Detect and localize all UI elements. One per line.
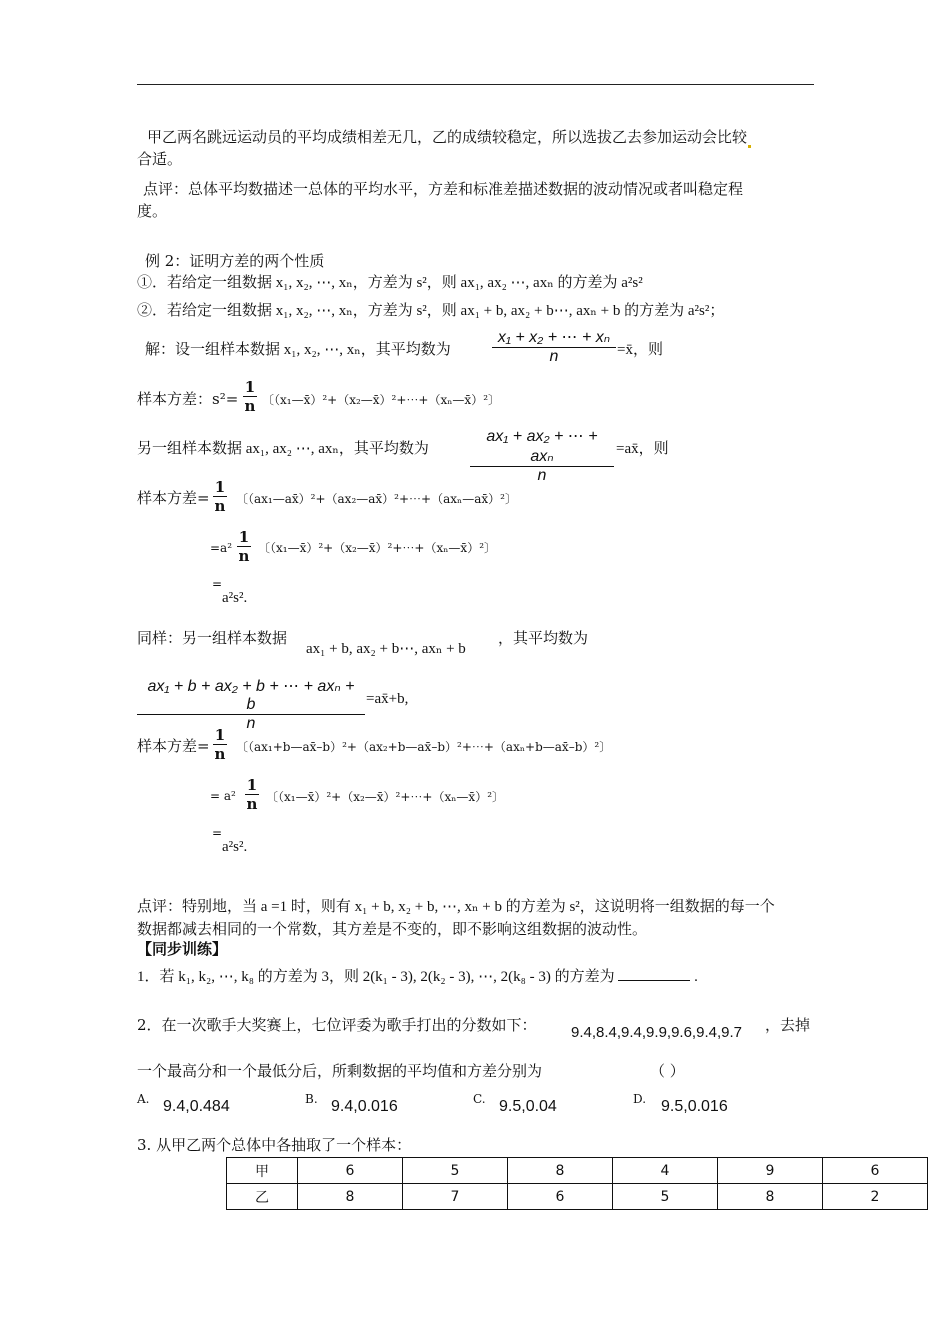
question-2-end: ，去掉: [765, 1016, 811, 1034]
option-d-letter[interactable]: D.: [633, 1092, 647, 1106]
table-cell: 5: [613, 1184, 718, 1210]
table-cell: 6: [823, 1158, 928, 1184]
mean-fraction-denominator: n: [492, 347, 616, 366]
option-c-letter[interactable]: C.: [473, 1092, 486, 1106]
answer-blank-1[interactable]: [618, 966, 690, 981]
variance-3-step-expression: 〔（x₁—x̄）²+（x₂—x̄）²+⋯+（xₙ—x̄）²〕: [266, 790, 505, 804]
option-a-letter[interactable]: A.: [137, 1092, 150, 1106]
question-2: 2．在一次歌手大奖赛上，七位评委为歌手打出的分数如下：: [137, 1016, 537, 1034]
variance-1-expression: 〔（x₁—x̄）²+（x₂—x̄）²+⋯+（xₙ—x̄）²〕: [262, 393, 501, 407]
same-intro-end: ，其平均数为: [498, 629, 589, 647]
variance-3-label: 样本方差=: [137, 737, 210, 755]
mean-fraction-3-numerator: ax₁ + b + ax₂ + b + ⋯ + axₙ + b: [147, 678, 355, 713]
option-d-value[interactable]: 9.5,0.016: [661, 1098, 728, 1115]
equals-sign-2: =: [212, 826, 223, 840]
one-over-n-2: 1 n: [214, 478, 226, 515]
paragraph-conclusion: 甲乙两名跳远运动员的平均成绩相差无几，乙的成绩较稳定，所以选拔乙去参加运动会比较: [147, 126, 751, 148]
mean-fraction-3: [137, 676, 365, 733]
table-cell: 6: [508, 1184, 613, 1210]
mean-result-3: =ax̄+b,: [366, 691, 409, 707]
option-a-value[interactable]: 9.4,0.484: [163, 1098, 230, 1115]
table-cell: 9: [718, 1158, 823, 1184]
variance-2-step: =a²: [210, 541, 233, 555]
one-over-n-4: 1 n: [214, 726, 226, 763]
table-cell: 7: [403, 1184, 508, 1210]
variance-2-label: 样本方差=: [137, 489, 210, 507]
table-cell: 4: [613, 1158, 718, 1184]
comment-2: 点评：特别地，当 a =1 时，则有 x₁ + b, x₂ + b, ⋯, xₙ + b 的方差为 s²，这说明将一组数据的每一个: [137, 899, 775, 915]
equals-sign-1: =: [212, 577, 223, 591]
example-2-heading: 例 2：证明方差的两个性质: [145, 252, 325, 270]
solution-intro: 解：设一组样本数据 x₁, x₂, ⋯, xₙ，其平均数为: [145, 342, 451, 358]
mean-fraction-2-denominator: n: [470, 466, 614, 485]
table-cell: 8: [718, 1184, 823, 1210]
table-cell: 8: [508, 1158, 613, 1184]
property-2: ②．若给定一组数据 x₁, x₂, ⋯, xₙ，方差为 s²，则 ax₁ + b, ax₂ + b⋯, axₙ + b 的方差为 a²s²；: [137, 303, 725, 319]
another-sample: 另一组样本数据 ax₁, ax₂ ⋯, axₙ，其平均数为: [137, 441, 429, 457]
paragraph-conclusion-cont: 合适。: [137, 150, 183, 168]
mean-fraction-2: [470, 426, 614, 485]
table-cell: 2: [823, 1184, 928, 1210]
comment-2-cont: 数据都减去相同的一个常数，其方差是不变的，即不影响这组数据的波动性。: [137, 920, 648, 938]
table-cell: 8: [298, 1184, 403, 1210]
property-1: ①．若给定一组数据 x₁, x₂, ⋯, xₙ，方差为 s²，则 ax₁, ax₂ ⋯, axₙ 的方差为 a²s²: [137, 275, 643, 291]
answer-paren[interactable]: （ ）: [650, 1062, 685, 1080]
mean-fraction-3-denominator: n: [137, 714, 365, 733]
table-row-jia: [227, 1158, 928, 1184]
option-b-letter[interactable]: B.: [305, 1092, 318, 1106]
row-label: 乙: [227, 1184, 298, 1210]
mean-fraction-numerator: x₁ + x₂ + ⋯ + xₙ: [497, 329, 611, 346]
table-cell: 5: [403, 1158, 508, 1184]
mean-result: =x̄，则: [617, 342, 663, 358]
option-c-value[interactable]: 9.5,0.04: [499, 1098, 557, 1115]
one-over-n-3: 1 n: [238, 528, 250, 565]
result-a2s2-2: a²s².: [222, 839, 248, 855]
option-b-value[interactable]: 9.4,0.016: [331, 1098, 398, 1115]
comment-1-cont: 度。: [137, 202, 168, 220]
result-a2s2-1: a²s².: [222, 590, 248, 606]
variance-3-expression: 〔（ax₁+b—ax̄–b）²+（ax₂+b—ax̄–b）²+⋯+（axₙ+b—ax̄–b）²〕: [236, 740, 612, 754]
row-label: 甲: [227, 1158, 298, 1184]
header-rule: [137, 84, 814, 85]
variance-3-step: = a²: [210, 789, 236, 803]
question-3: 3. 从甲乙两个总体中各抽取了一个样本：: [137, 1136, 412, 1154]
sync-training-heading: 【同步训练】: [137, 940, 228, 958]
one-over-n-5: 1 n: [246, 776, 258, 813]
same-intro: 同样：另一组样本数据: [137, 629, 288, 647]
question-1: 1．若 k₁, k₂, ⋯, k₈ 的方差为 3，则 2(k₁ - 3), 2(k₂ - 3), ⋯, 2(k₈ - 3) 的方差为 .: [137, 966, 698, 988]
mean-fraction-2-numerator: ax₁ + ax₂ + ⋯ + axₙ: [486, 428, 598, 465]
variance-1-label: 样本方差：s²=: [137, 390, 239, 408]
question-2-scores: 9.4,8.4,9.4,9.9,9.6,9.4,9.7: [571, 1024, 742, 1041]
question-2-cont: 一个最高分和一个最低分后，所剩数据的平均值和方差分别为: [137, 1062, 543, 1080]
table-cell: 6: [298, 1158, 403, 1184]
sample-table: [226, 1157, 928, 1210]
variance-2-step-expression: 〔（x₁—x̄）²+（x₂—x̄）²+⋯+（xₙ—x̄）²〕: [258, 541, 497, 555]
variance-2-expression: 〔（ax₁—ax̄）²+（ax₂—ax̄）²+⋯+（axₙ—ax̄）²〕: [236, 492, 517, 506]
comment-1: 点评：总体平均数描述一总体的平均水平，方差和标准差描述数据的波动情况或者叫稳定程: [143, 180, 744, 198]
table-row-yi: [227, 1184, 928, 1210]
mean-result-2: =ax̄，则: [616, 441, 669, 457]
one-over-n-1: 1 n: [244, 378, 256, 415]
same-sample-data: ax₁ + b, ax₂ + b⋯, axₙ + b: [306, 641, 466, 657]
mean-fraction: [492, 327, 616, 366]
